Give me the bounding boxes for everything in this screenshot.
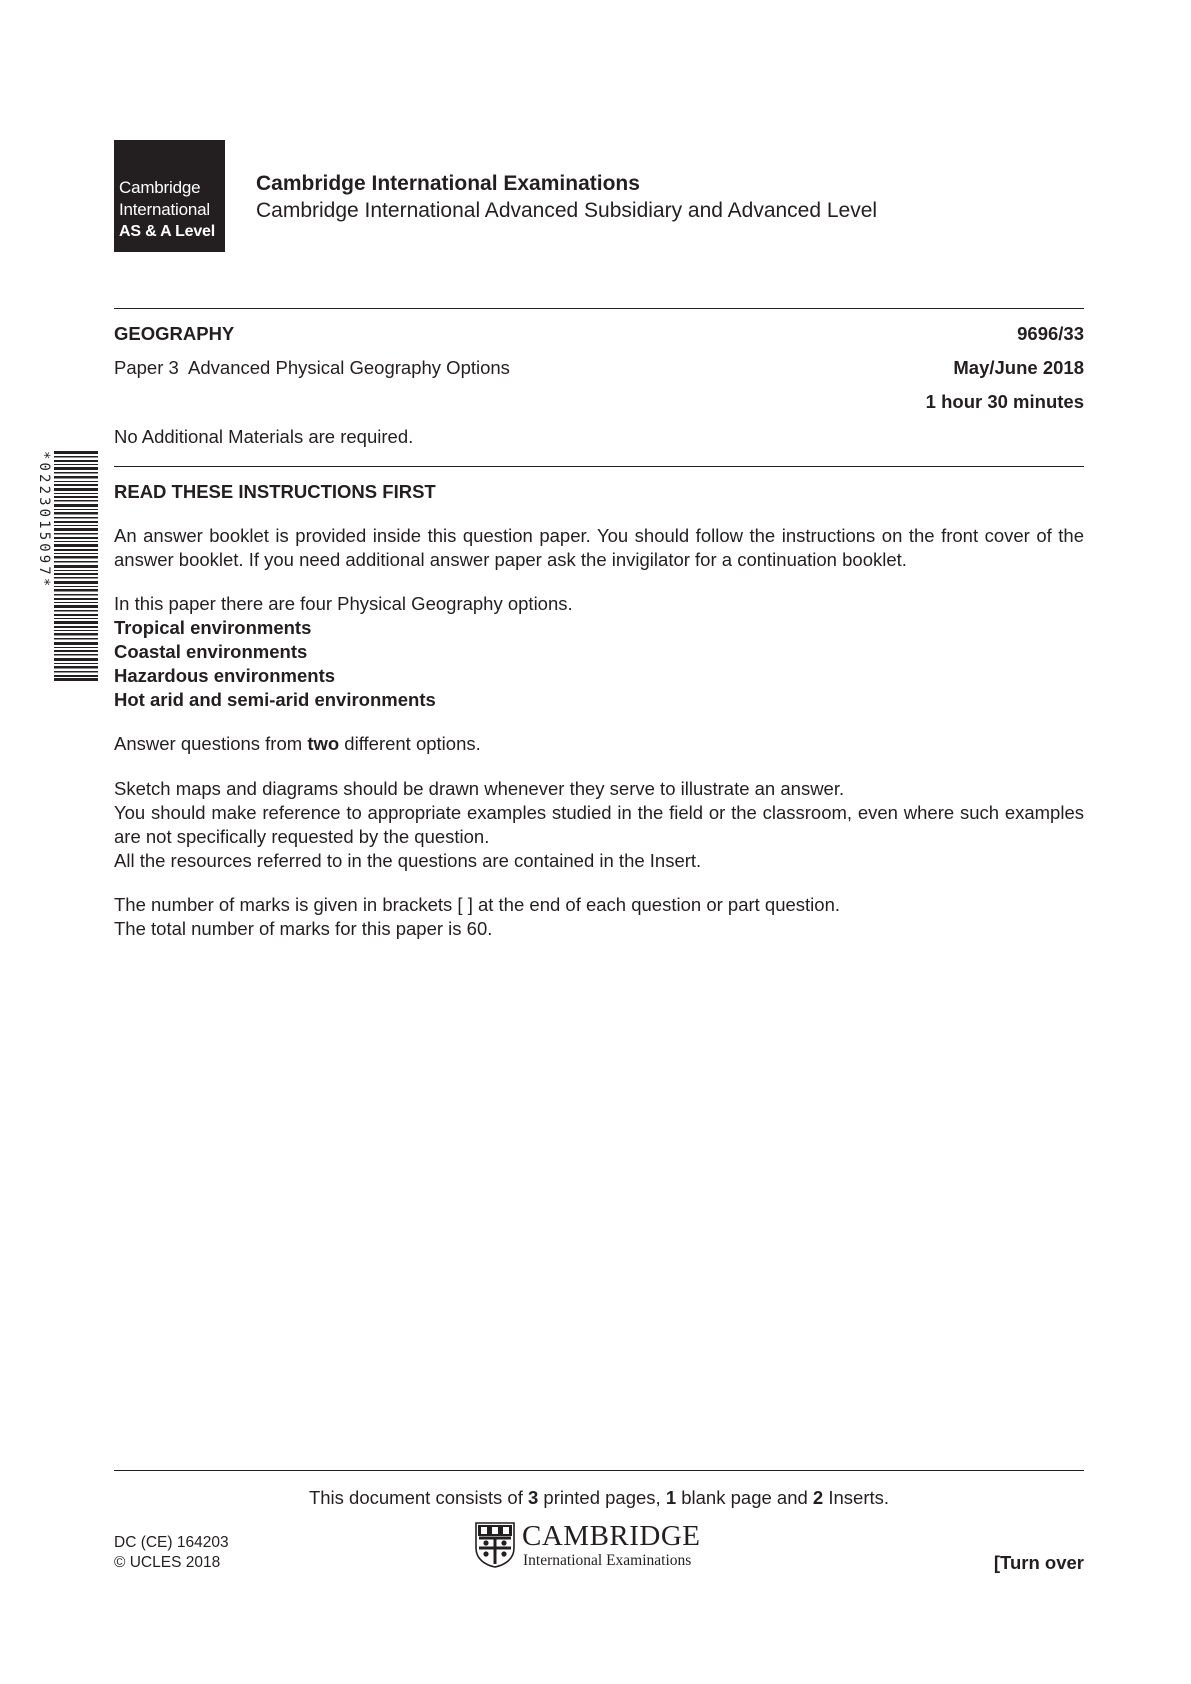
top-divider	[114, 308, 1084, 309]
answer-pre: Answer questions from	[114, 733, 308, 754]
consists-text-3: blank page and	[676, 1487, 813, 1508]
subject: GEOGRAPHY	[114, 323, 235, 344]
option-hazardous: Hazardous environments	[114, 665, 336, 686]
marks-brackets-text: The number of marks is given in brackets [ ] at the end of each question or part question.	[114, 894, 841, 915]
printed-pages-count: 3	[527, 1487, 539, 1508]
options-intro: In this paper there are four Physical Geography options.	[114, 593, 573, 614]
barcode-icon	[54, 451, 98, 681]
instructions-paragraph-1	[114, 524, 1084, 572]
examples-paragraph	[114, 801, 1084, 849]
blank-pages-count: 1	[665, 1487, 677, 1508]
instructions-heading: READ THESE INSTRUCTIONS FIRST	[114, 481, 436, 502]
option-hot-arid: Hot arid and semi-arid environments	[114, 689, 436, 710]
instructions-divider	[114, 466, 1084, 467]
document-reference: DC (CE) 164203	[114, 1534, 229, 1551]
logo-line-3: AS & A Level	[119, 223, 215, 240]
consists-text-2: printed pages,	[538, 1487, 666, 1508]
cambridge-wordmark: CAMBRIDGE	[522, 1520, 701, 1552]
total-marks-text: The total number of marks for this paper is 60.	[114, 918, 493, 939]
paper-title: Paper 3 Advanced Physical Geography Options	[114, 357, 510, 378]
cambridge-wordmark-subtitle: International Examinations	[523, 1552, 692, 1569]
cambridge-as-a-level-logo	[114, 140, 225, 252]
org-subtitle: Cambridge International Advanced Subsidiary and Advanced Level	[256, 199, 878, 222]
paper-code: 9696/33	[1017, 323, 1084, 344]
resources-text: All the resources referred to in the questions are contained in the Insert.	[114, 850, 702, 871]
barcode-digits: *0223015097*	[36, 451, 52, 590]
exam-duration: 1 hour 30 minutes	[925, 391, 1084, 412]
option-coastal: Coastal environments	[114, 641, 308, 662]
sketch-maps-text: Sketch maps and diagrams should be drawn whenever they serve to illustrate an answer.	[114, 778, 845, 799]
document-consists-note	[114, 1487, 1084, 1509]
turn-over: [Turn over	[993, 1552, 1084, 1573]
cambridge-crest-icon	[475, 1522, 515, 1568]
answer-two: two	[307, 733, 340, 754]
answer-post: different options.	[339, 733, 481, 754]
option-tropical: Tropical environments	[114, 617, 312, 638]
footer-divider	[114, 1470, 1084, 1471]
exam-session: May/June 2018	[953, 357, 1084, 378]
copyright: © UCLES 2018	[114, 1554, 221, 1571]
consists-text-4: Inserts.	[823, 1487, 890, 1508]
examples-text: You should make reference to appropriate examples studied in the field or the classroom, even where such examples are not specifically requested by the question.	[114, 802, 1084, 847]
inserts-count: 2	[812, 1487, 824, 1508]
answer-booklet-text: An answer booklet is provided inside this question paper. You should follow the instructions on the front cover of the answer booklet. If you need additional answer paper ask the invigilator for a continuation booklet.	[114, 525, 1084, 570]
logo-line-2: International	[119, 200, 210, 219]
consists-text-1: This document consists of	[308, 1487, 528, 1508]
answer-instruction	[114, 732, 481, 756]
materials-note: No Additional Materials are required.	[114, 426, 414, 447]
logo-line-1: Cambridge	[119, 178, 201, 197]
org-title: Cambridge International Examinations	[256, 172, 640, 195]
